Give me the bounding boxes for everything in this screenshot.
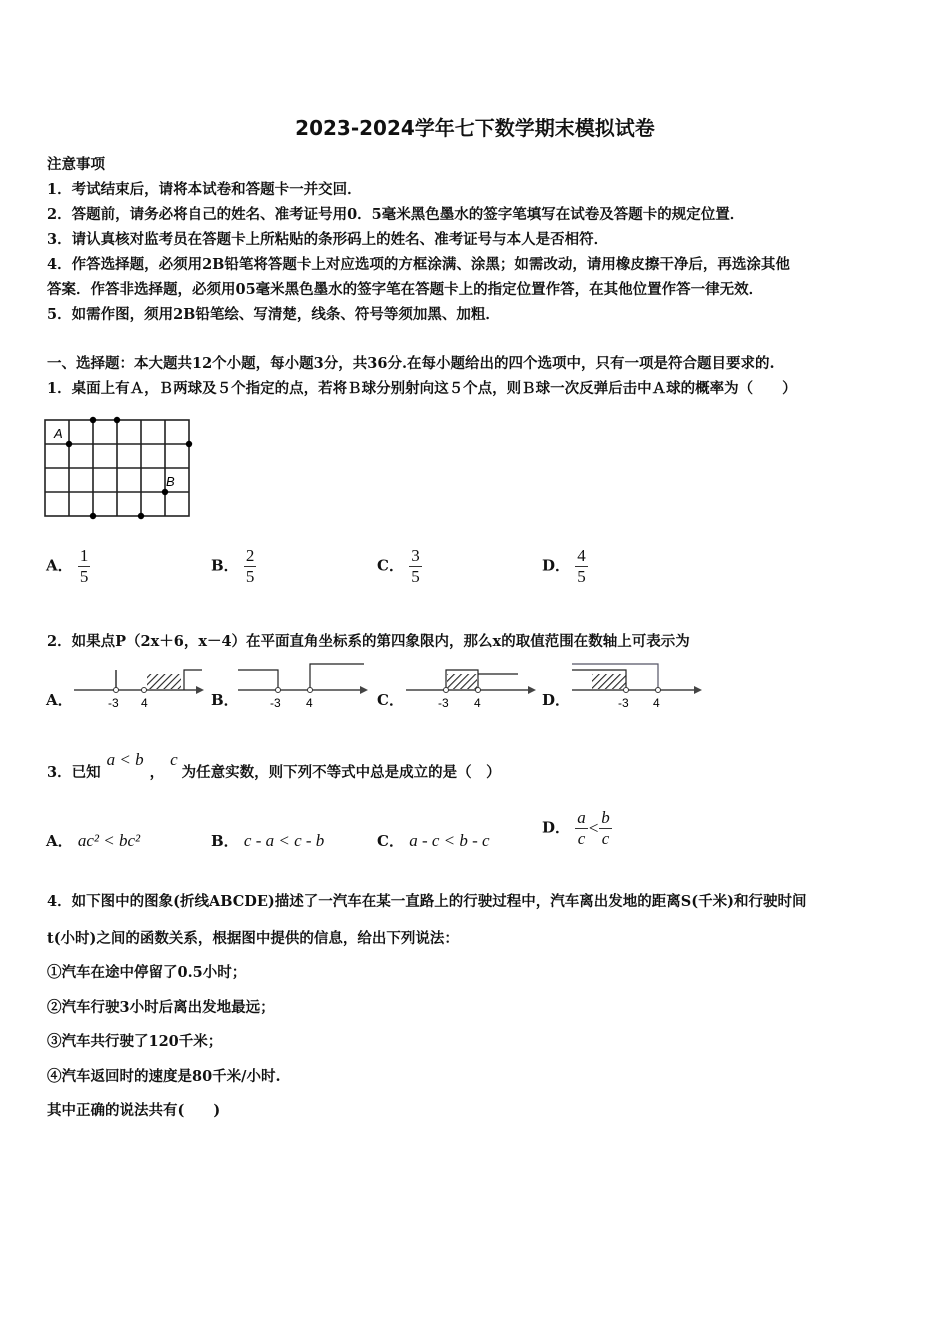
question-2-stem: 2．如果点P（2x＋6，x－4）在平面直角坐标系的第四象限内，那么x的取值范围在数轴上可表示为 [47,633,690,650]
q4-question: 其中正确的说法共有( ) [47,1102,221,1119]
q2-option-a-label[interactable]: A． [46,691,73,709]
q2-number-line-d [570,660,702,712]
q2-option-b-label[interactable]: B． [211,691,239,709]
svg-text:-3: -3 [108,696,119,710]
q4-statement: ②汽车行驶3小时后离出发地最远； [47,999,275,1016]
ball-a-label: A [54,426,63,441]
notice-line: 2．答题前，请务必将自己的姓名、准考证号用0．5毫米黑色墨水的签字笔填写在试卷及答题卡的规定位置． [47,206,745,223]
notice-line: 1．考试结束后，请将本试卷和答题卡一并交回． [47,181,362,198]
svg-text:4: 4 [653,696,660,710]
svg-text:-3: -3 [270,696,281,710]
q2-number-line-b [236,660,368,712]
svg-text:-3: -3 [618,696,629,710]
svg-text:4: 4 [306,696,313,710]
q4-statement: ③汽车共行驶了120千米； [47,1033,223,1050]
question-3-stem: 3．已知a < b，c为任意实数，则下列不等式中总是成立的是（ ） [47,750,501,781]
q3-condition: a < b [106,750,144,769]
q2-option-c-label[interactable]: C． [377,691,404,709]
notice-line: 4．作答选择题，必须用2B铅笔将答题卡上对应选项的方框涂满、涂黑；如需改动，请用橡皮擦干净后，再选涂其他 [47,256,790,273]
q1-option-c[interactable]: C． $\frac{3}{5}$ [377,546,420,586]
ball-b-label: B [166,474,175,489]
q2-number-line-a [72,660,204,712]
question-4-stem-line-2: t(小时)之间的函数关系，根据图中提供的信息，给出下列说法： [47,930,459,947]
q1-option-b[interactable]: B． $\frac{2}{5}$ [211,546,255,586]
notice-line: 3．请认真核对监考员在答题卡上所粘贴的条形码上的姓名、准考证号与本人是否相符． [47,231,609,248]
question-4-stem-line-1: 4．如下图中的图象(折线ABCDE)描述了一汽车在某一直路上的行驶过程中，汽车离出发地的距离S(千米)和行驶时间 [47,893,807,910]
q3-variable: c [170,750,178,769]
svg-text:4: 4 [141,696,148,710]
q4-statement: ④汽车返回时的速度是80千米/小时. [47,1068,281,1085]
question-1-stem: 1．桌面上有Ａ，Ｂ两球及５个指定的点，若将Ｂ球分别射向这５个点，则Ｂ球一次反弹后击中Ａ球的概率为（ ） [47,380,797,397]
q1-option-d[interactable]: D． $\frac{4}{5}$ [542,546,586,586]
notice-heading: 注意事项 [47,156,105,173]
q3-option-b[interactable]: B． c - a < c - b [211,831,325,850]
notice-line: 5．如需作图，须用2B铅笔绘、写清楚，线条、符号等须加黑、加粗． [47,306,500,323]
q1-grid-figure [44,415,196,521]
page-title: 2023-2024学年七下数学期末模拟试卷 [295,116,655,140]
q2-option-d-label[interactable]: D． [542,691,571,709]
section-heading: 一、选择题：本大题共12个小题，每小题3分，共36分.在每小题给出的四个选项中，只有一项是符合题目要求的. [47,355,775,372]
q2-number-line-c [404,660,536,712]
q4-statement: ①汽车在途中停留了0.5小时； [47,964,247,981]
q3-option-c[interactable]: C． a - c < b - c [377,831,490,850]
notice-line: 答案．作答非选择题，必须用05毫米黑色墨水的签字笔在答题卡上的指定位置作答，在其他位置作答一律无效． [47,281,764,298]
svg-text:4: 4 [474,696,481,710]
q3-option-a[interactable]: A． ac² < bc² [46,831,141,850]
q3-option-d[interactable]: D． $\frac{a}{c}$ < $\frac{b}{c}$ [542,808,610,848]
svg-text:-3: -3 [438,696,449,710]
q1-option-a[interactable]: A． $\frac{1}{5}$ [46,546,89,586]
